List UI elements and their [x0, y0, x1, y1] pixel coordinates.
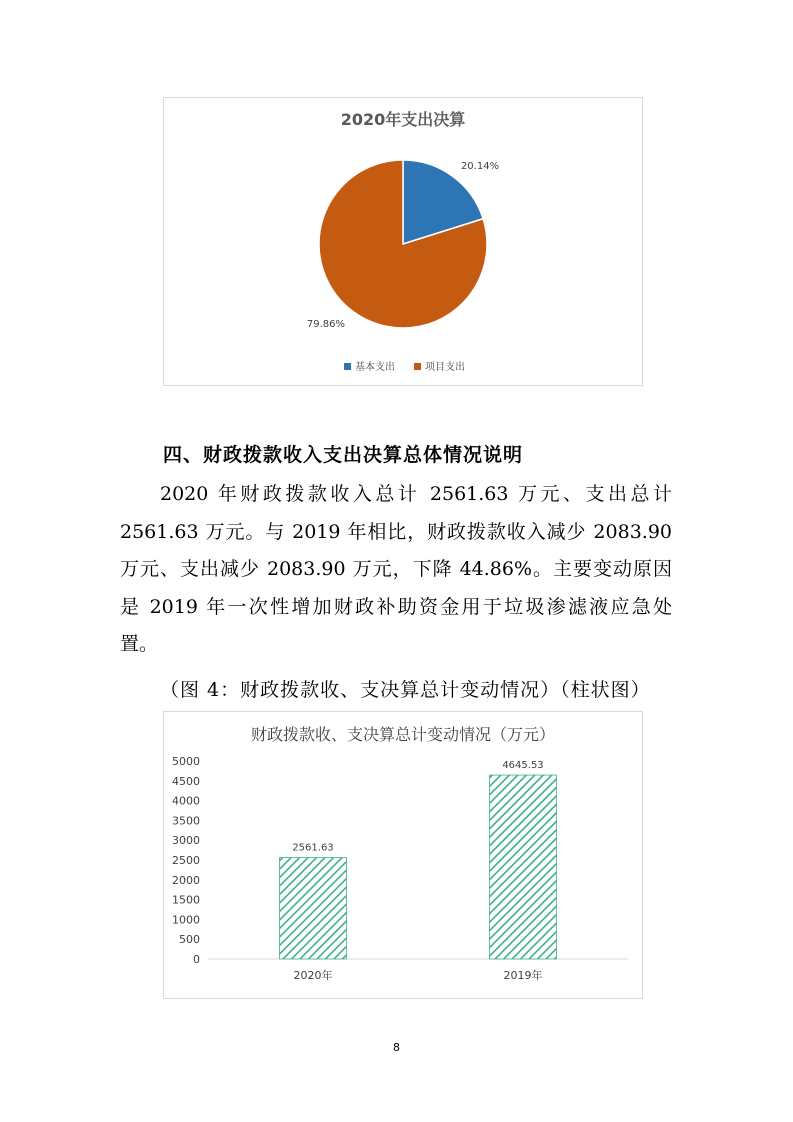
bar-chart-frame [163, 711, 643, 999]
legend-label: 基本支出 [355, 362, 395, 373]
paragraph-line: 2561.63 万元。与 2019 年相比，财政拨款收入减少 2083.90 [120, 520, 672, 543]
bar-value-label: 4645.53 [502, 760, 544, 772]
y-tick-label: 2500 [172, 854, 200, 867]
section-paragraph [120, 476, 672, 664]
legend-label: 项目支出 [425, 362, 465, 373]
paragraph-line: 置。 [120, 633, 159, 655]
bar-1 [490, 775, 557, 959]
bar-value-label: 2561.63 [292, 842, 334, 854]
pie-chart-frame [163, 97, 643, 386]
x-category-label: 2020年 [293, 969, 333, 982]
expenditure-pie-chart [164, 98, 642, 385]
pie-slice-label: 79.86% [306, 319, 346, 331]
paragraph-line: 是 2019 年一次性增加财政补助资金用于垃圾渗滤液应急处 [120, 595, 672, 618]
x-category-label: 2019年 [503, 969, 543, 982]
y-tick-label: 1500 [172, 893, 200, 907]
change-bar-chart [164, 712, 642, 998]
y-tick-label: 1000 [172, 913, 200, 927]
y-tick-label: 3000 [172, 834, 200, 848]
pie-slice-label: 20.14% [460, 160, 500, 172]
pie-chart-title: 2020年支出决算 [340, 110, 466, 129]
bar-0 [280, 858, 347, 959]
y-tick-label: 3500 [172, 814, 200, 828]
page-number: 8 [393, 1041, 400, 1054]
y-tick-label: 4000 [172, 794, 200, 808]
paragraph-line: 2020 年财政拨款收入总计 2561.63 万元、支出总计 [160, 483, 672, 505]
bar-chart-title: 财政拨款收、支决算总计变动情况（万元） [250, 725, 556, 744]
paragraph-line: 万元、支出减少 2083.90 万元，下降 44.86%。主要变动原因 [120, 558, 672, 580]
y-tick-label: 4500 [172, 774, 200, 788]
section-heading: 四、财政拨款收入支出决算总体情况说明 [163, 444, 524, 466]
figure-caption: （图 4：财政拨款收、支决算总计变动情况）（柱状图） [160, 679, 651, 701]
legend-swatch [344, 363, 351, 370]
y-tick-label: 2000 [172, 873, 200, 887]
y-tick-label: 5000 [172, 755, 200, 768]
y-tick-label: 0 [193, 953, 200, 966]
y-tick-label: 500 [179, 933, 200, 947]
legend-swatch [414, 363, 421, 370]
